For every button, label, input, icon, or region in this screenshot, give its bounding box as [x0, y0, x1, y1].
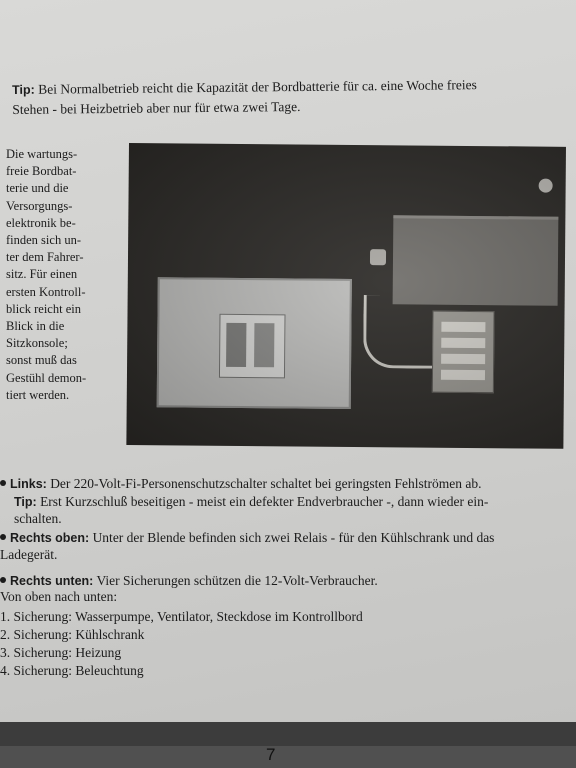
caption-line: sitz. Für einen: [6, 267, 78, 282]
caption-line: freie Bordbat-: [6, 164, 77, 179]
footer-band-lower: [0, 746, 576, 768]
rechts-unten-text: Vier Sicherungen schützen die 12-Volt-Verbraucher.: [96, 573, 378, 588]
caption-line: finden sich un-: [6, 233, 81, 248]
photo-caption: [6, 146, 102, 404]
rechts-oben-text: Unter der Blende befinden sich zwei Relais - für den Kühlschrank und das: [92, 530, 495, 545]
caption-line: Blick in die: [6, 319, 65, 334]
fuse-item-2: 2. Sicherung: Kühlschrank: [0, 627, 145, 642]
tip-text: Erst Kurzschluß beseitigen - meist ein defekter Endverbraucher -, dann wieder ein-: [40, 494, 489, 509]
tip-text-line2: Stehen - bei Heizbetrieb aber nur für etwa zwei Tage.: [12, 98, 301, 117]
caption-line: Gestühl demon-: [6, 370, 87, 385]
links-label: Links:: [10, 477, 47, 491]
tip-label: Tip:: [12, 82, 35, 97]
caption-line: terie und die: [6, 181, 69, 196]
links-tip: [14, 494, 488, 511]
tip-paragraph: [12, 74, 564, 119]
bullet: [0, 534, 6, 540]
bullet: [0, 577, 6, 583]
links-text: Der 220-Volt-Fi-Personenschutzschalter schaltet bei geringsten Fehlströmen ab.: [50, 476, 482, 491]
caption-line: Versorgungs-: [6, 198, 73, 213]
links-tip-cont: [14, 511, 62, 528]
links-paragraph: [0, 476, 481, 493]
caption-line: Sitzkonsole;: [6, 336, 68, 351]
caption-line: blick reicht ein: [6, 301, 81, 316]
tip-text-line1: Bei Normalbetrieb reicht die Kapazität der Bordbatterie für ca. eine Woche freies: [38, 77, 477, 97]
bullet: [0, 480, 6, 486]
rechts-unten-label: Rechts unten:: [10, 574, 94, 588]
rechts-oben-cont: [0, 547, 57, 564]
rechts-oben-paragraph: [0, 530, 494, 547]
caption-line: tiert werden.: [6, 387, 70, 402]
fuse-item-4: 4. Sicherung: Beleuchtung: [0, 663, 144, 678]
rechts-oben-label: Rechts oben:: [10, 531, 90, 545]
caption-line: ter dem Fahrer-: [6, 250, 84, 265]
order-intro: Von oben nach unten:: [0, 589, 118, 604]
fuse-item-1: 1. Sicherung: Wasserpumpe, Ventilator, Steckdose im Kontrollbord: [0, 609, 363, 624]
footer-band: [0, 722, 576, 746]
fuse-item-3: 3. Sicherung: Heizung: [0, 645, 122, 660]
tip-text-cont: schalten.: [14, 511, 62, 526]
caption-line: ersten Kontroll-: [6, 284, 86, 299]
caption-line: sonst muß das: [6, 353, 77, 368]
tip-label: Tip:: [14, 495, 37, 509]
rechts-oben-text-cont: Ladegerät.: [0, 547, 58, 562]
page-number: 7: [266, 745, 276, 764]
electronics-photo: [126, 143, 566, 449]
caption-line: Die wartungs-: [6, 147, 78, 161]
rechts-unten-paragraph: [0, 573, 378, 590]
caption-line: elektronik be-: [6, 215, 76, 230]
